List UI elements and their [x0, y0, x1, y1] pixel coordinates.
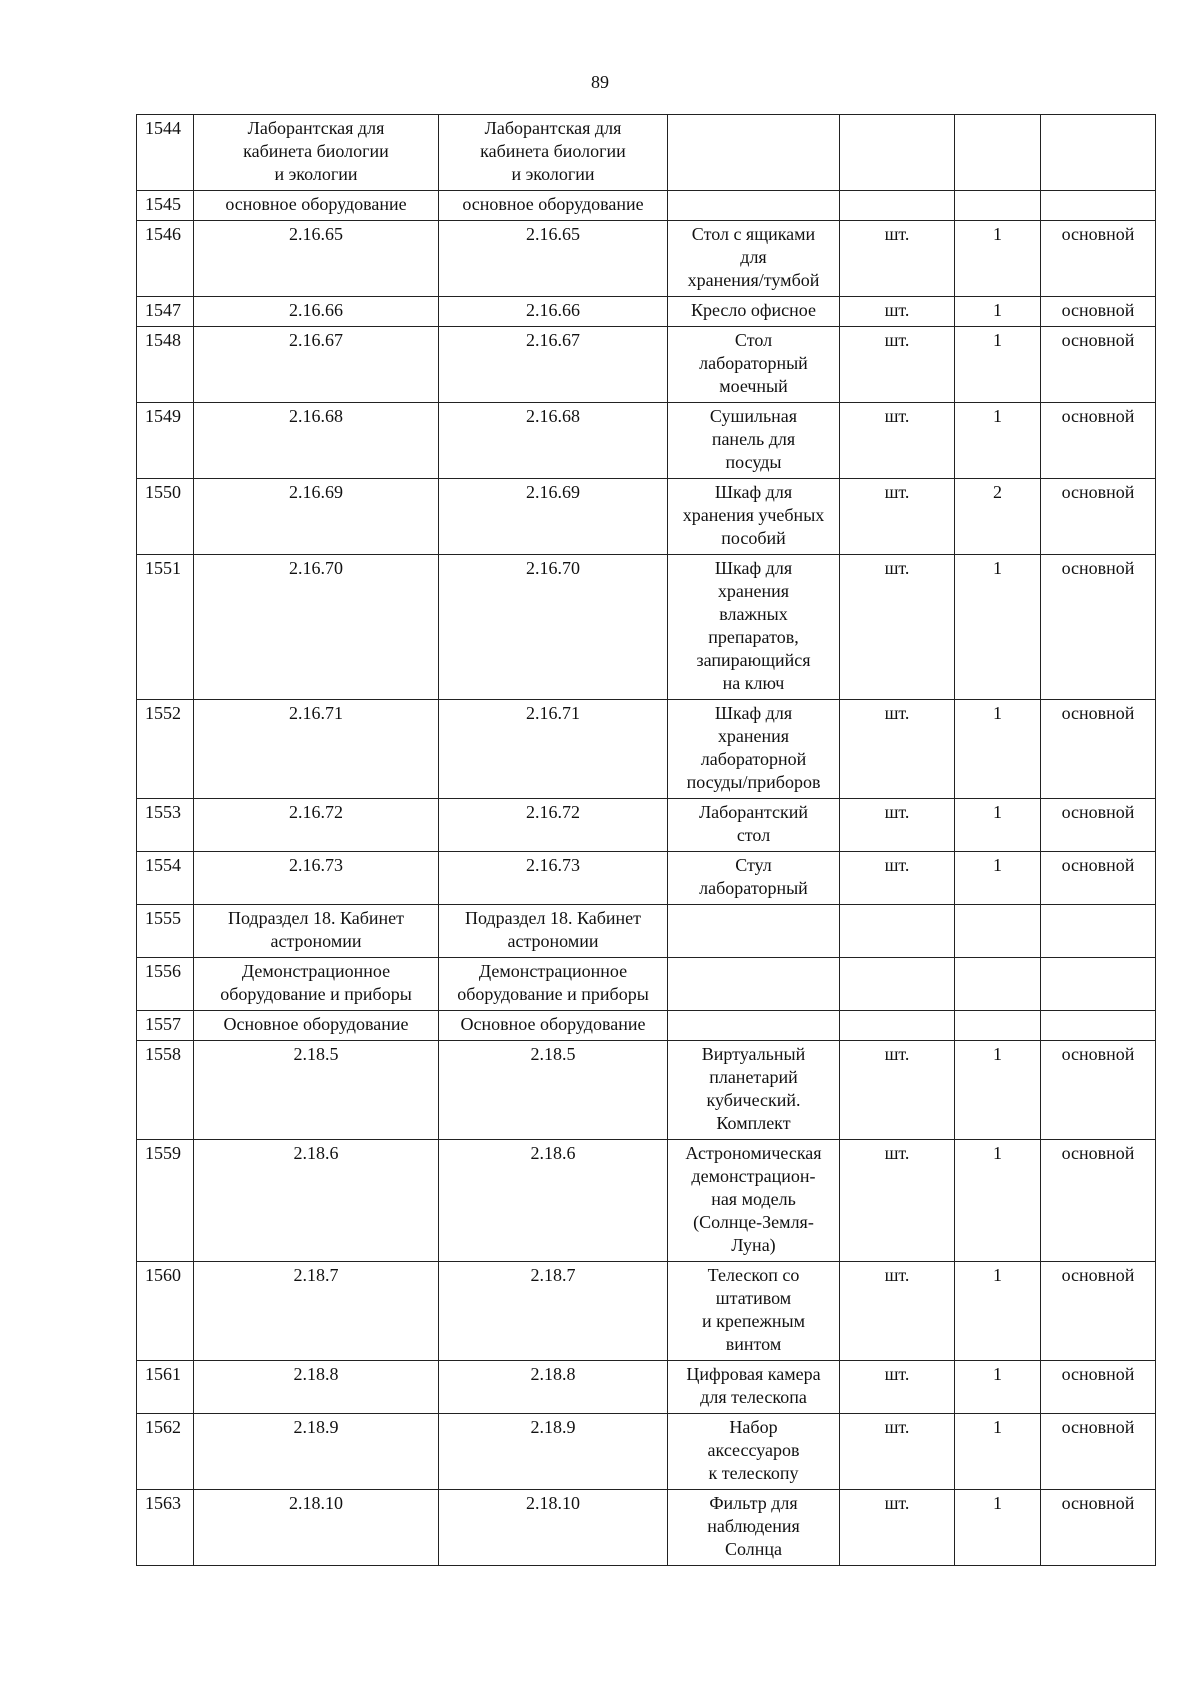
row-number-cell: 1550: [137, 479, 194, 555]
item-name-cell: Кресло офисное: [668, 297, 840, 327]
unit-cell: [840, 115, 955, 191]
code-alt-cell: Демонстрационное оборудование и приборы: [439, 958, 668, 1011]
code-cell: 2.16.68: [194, 403, 439, 479]
code-cell: 2.16.67: [194, 327, 439, 403]
unit-cell: [840, 191, 955, 221]
quantity-cell: 1: [955, 1041, 1041, 1140]
code-alt-cell: 2.18.10: [439, 1490, 668, 1566]
unit-cell: шт.: [840, 799, 955, 852]
item-name-cell: [668, 191, 840, 221]
item-name-cell: [668, 905, 840, 958]
code-cell: 2.18.6: [194, 1140, 439, 1262]
quantity-cell: 1: [955, 403, 1041, 479]
code-cell: 2.16.69: [194, 479, 439, 555]
table-row: [137, 700, 1156, 799]
category-cell: основной: [1041, 1361, 1156, 1414]
unit-cell: [840, 958, 955, 1011]
item-name-cell: Сушильная панель для посуды: [668, 403, 840, 479]
code-alt-cell: 2.16.68: [439, 403, 668, 479]
row-number-cell: 1548: [137, 327, 194, 403]
category-cell: основной: [1041, 403, 1156, 479]
code-alt-cell: 2.16.73: [439, 852, 668, 905]
quantity-cell: [955, 958, 1041, 1011]
category-cell: основной: [1041, 852, 1156, 905]
table-row: [137, 1414, 1156, 1490]
unit-cell: шт.: [840, 1361, 955, 1414]
item-name-cell: Стул лабораторный: [668, 852, 840, 905]
row-number-cell: 1556: [137, 958, 194, 1011]
unit-cell: шт.: [840, 1490, 955, 1566]
table-row: [137, 297, 1156, 327]
row-number-cell: 1552: [137, 700, 194, 799]
item-name-cell: Виртуальный планетарий кубический. Комплект: [668, 1041, 840, 1140]
unit-cell: шт.: [840, 555, 955, 700]
code-cell: 2.16.72: [194, 799, 439, 852]
code-cell: Основное оборудование: [194, 1011, 439, 1041]
item-name-cell: Фильтр для наблюдения Солнца: [668, 1490, 840, 1566]
item-name-cell: Набор аксессуаров к телескопу: [668, 1414, 840, 1490]
code-alt-cell: 2.16.65: [439, 221, 668, 297]
item-name-cell: Шкаф для хранения учебных пособий: [668, 479, 840, 555]
category-cell: основной: [1041, 1490, 1156, 1566]
code-cell: 2.18.10: [194, 1490, 439, 1566]
row-number-cell: 1546: [137, 221, 194, 297]
category-cell: основной: [1041, 1041, 1156, 1140]
code-cell: 2.16.73: [194, 852, 439, 905]
table-row: [137, 958, 1156, 1011]
code-alt-cell: основное оборудование: [439, 191, 668, 221]
category-cell: [1041, 115, 1156, 191]
category-cell: основной: [1041, 1414, 1156, 1490]
table-row: [137, 191, 1156, 221]
row-number-cell: 1545: [137, 191, 194, 221]
code-alt-cell: Основное оборудование: [439, 1011, 668, 1041]
table-row: [137, 403, 1156, 479]
quantity-cell: 1: [955, 799, 1041, 852]
row-number-cell: 1549: [137, 403, 194, 479]
code-cell: 2.18.8: [194, 1361, 439, 1414]
category-cell: основной: [1041, 479, 1156, 555]
category-cell: основной: [1041, 1262, 1156, 1361]
unit-cell: [840, 905, 955, 958]
code-alt-cell: 2.18.9: [439, 1414, 668, 1490]
table-row: [137, 115, 1156, 191]
item-name-cell: Лаборантский стол: [668, 799, 840, 852]
table-row: [137, 1361, 1156, 1414]
category-cell: основной: [1041, 555, 1156, 700]
table-row: [137, 1140, 1156, 1262]
row-number-cell: 1544: [137, 115, 194, 191]
table-row: [137, 327, 1156, 403]
item-name-cell: [668, 958, 840, 1011]
code-alt-cell: 2.16.66: [439, 297, 668, 327]
table-row: [137, 1011, 1156, 1041]
row-number-cell: 1557: [137, 1011, 194, 1041]
unit-cell: шт.: [840, 221, 955, 297]
unit-cell: шт.: [840, 1414, 955, 1490]
quantity-cell: 1: [955, 852, 1041, 905]
code-cell: основное оборудование: [194, 191, 439, 221]
code-alt-cell: 2.18.8: [439, 1361, 668, 1414]
row-number-cell: 1558: [137, 1041, 194, 1140]
code-alt-cell: Подраздел 18. Кабинет астрономии: [439, 905, 668, 958]
item-name-cell: Шкаф для хранения влажных препаратов, запирающийся на ключ: [668, 555, 840, 700]
table-row: [137, 555, 1156, 700]
category-cell: основной: [1041, 327, 1156, 403]
row-number-cell: 1559: [137, 1140, 194, 1262]
code-alt-cell: 2.18.5: [439, 1041, 668, 1140]
row-number-cell: 1555: [137, 905, 194, 958]
unit-cell: шт.: [840, 327, 955, 403]
quantity-cell: 2: [955, 479, 1041, 555]
quantity-cell: 1: [955, 327, 1041, 403]
quantity-cell: 1: [955, 700, 1041, 799]
quantity-cell: 1: [955, 1140, 1041, 1262]
equipment-table-body: [137, 115, 1156, 1566]
item-name-cell: Цифровая камера для телескопа: [668, 1361, 840, 1414]
row-number-cell: 1554: [137, 852, 194, 905]
unit-cell: шт.: [840, 297, 955, 327]
category-cell: основной: [1041, 297, 1156, 327]
page-number: 89: [591, 72, 609, 92]
table-row: [137, 479, 1156, 555]
table-row: [137, 1490, 1156, 1566]
quantity-cell: 1: [955, 1361, 1041, 1414]
quantity-cell: [955, 905, 1041, 958]
code-alt-cell: Лаборантская для кабинета биологии и экологии: [439, 115, 668, 191]
item-name-cell: Стол с ящиками для хранения/тумбой: [668, 221, 840, 297]
category-cell: основной: [1041, 700, 1156, 799]
quantity-cell: 1: [955, 555, 1041, 700]
quantity-cell: 1: [955, 1490, 1041, 1566]
code-cell: 2.16.71: [194, 700, 439, 799]
item-name-cell: Телескоп со штативом и крепежным винтом: [668, 1262, 840, 1361]
row-number-cell: 1560: [137, 1262, 194, 1361]
row-number-cell: 1551: [137, 555, 194, 700]
table-row: [137, 221, 1156, 297]
table-row: [137, 1262, 1156, 1361]
code-alt-cell: 2.16.67: [439, 327, 668, 403]
category-cell: основной: [1041, 221, 1156, 297]
code-alt-cell: 2.18.6: [439, 1140, 668, 1262]
code-cell: Демонстрационное оборудование и приборы: [194, 958, 439, 1011]
unit-cell: шт.: [840, 700, 955, 799]
quantity-cell: [955, 1011, 1041, 1041]
unit-cell: шт.: [840, 403, 955, 479]
code-cell: 2.18.7: [194, 1262, 439, 1361]
code-alt-cell: 2.16.69: [439, 479, 668, 555]
row-number-cell: 1561: [137, 1361, 194, 1414]
quantity-cell: [955, 115, 1041, 191]
code-cell: 2.18.5: [194, 1041, 439, 1140]
unit-cell: шт.: [840, 1140, 955, 1262]
row-number-cell: 1563: [137, 1490, 194, 1566]
table-row: [137, 799, 1156, 852]
table-row: [137, 1041, 1156, 1140]
table-row: [137, 905, 1156, 958]
item-name-cell: [668, 1011, 840, 1041]
quantity-cell: 1: [955, 221, 1041, 297]
unit-cell: [840, 1011, 955, 1041]
category-cell: [1041, 905, 1156, 958]
item-name-cell: Шкаф для хранения лабораторной посуды/приборов: [668, 700, 840, 799]
quantity-cell: 1: [955, 1414, 1041, 1490]
code-cell: Подраздел 18. Кабинет астрономии: [194, 905, 439, 958]
code-alt-cell: 2.16.71: [439, 700, 668, 799]
category-cell: [1041, 1011, 1156, 1041]
code-alt-cell: 2.18.7: [439, 1262, 668, 1361]
row-number-cell: 1562: [137, 1414, 194, 1490]
unit-cell: шт.: [840, 1262, 955, 1361]
code-cell: Лаборантская для кабинета биологии и экологии: [194, 115, 439, 191]
unit-cell: шт.: [840, 1041, 955, 1140]
quantity-cell: 1: [955, 1262, 1041, 1361]
row-number-cell: 1547: [137, 297, 194, 327]
code-cell: 2.16.70: [194, 555, 439, 700]
item-name-cell: Стол лабораторный моечный: [668, 327, 840, 403]
category-cell: основной: [1041, 799, 1156, 852]
item-name-cell: [668, 115, 840, 191]
unit-cell: шт.: [840, 479, 955, 555]
table-row: [137, 852, 1156, 905]
category-cell: основной: [1041, 1140, 1156, 1262]
unit-cell: шт.: [840, 852, 955, 905]
quantity-cell: [955, 191, 1041, 221]
code-cell: 2.16.66: [194, 297, 439, 327]
code-cell: 2.18.9: [194, 1414, 439, 1490]
code-cell: 2.16.65: [194, 221, 439, 297]
code-alt-cell: 2.16.70: [439, 555, 668, 700]
row-number-cell: 1553: [137, 799, 194, 852]
item-name-cell: Астрономическая демонстрацион- ная модель (Солнце-Земля- Луна): [668, 1140, 840, 1262]
code-alt-cell: 2.16.72: [439, 799, 668, 852]
equipment-table: [136, 114, 1156, 1566]
quantity-cell: 1: [955, 297, 1041, 327]
category-cell: [1041, 958, 1156, 1011]
category-cell: [1041, 191, 1156, 221]
